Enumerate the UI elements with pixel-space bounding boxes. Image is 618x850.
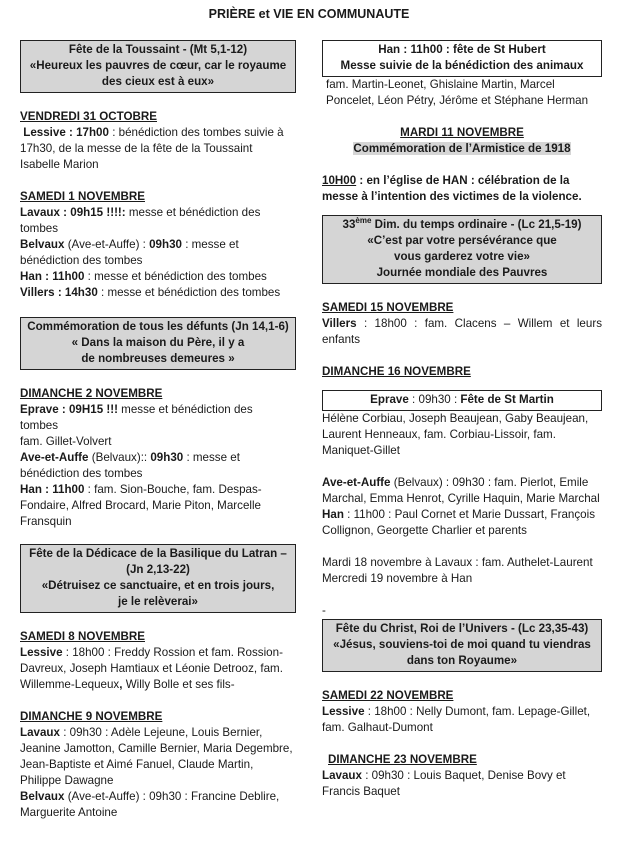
entry-text: tombes bbox=[20, 419, 59, 432]
place-label: Han : 11h00 bbox=[20, 483, 85, 496]
entry-text: Mercredi 19 novembre à Han bbox=[322, 572, 473, 585]
time-label: : 09h30 : bbox=[408, 393, 461, 406]
day-heading: VENDREDI 31 OCTOBRE bbox=[20, 110, 158, 123]
entry-text: messe et bénédiction des bbox=[125, 206, 261, 219]
box-line: Messe suivie de la bénédiction des animaux bbox=[340, 59, 584, 72]
ordinary-time-sunday-box bbox=[322, 215, 602, 284]
entry-text: Isabelle Marion bbox=[20, 158, 99, 171]
entry-text: : 18h00 : Nelly Dumont, fam. Lepage-Gillet, fam. Galhaut-Dumont bbox=[322, 705, 591, 734]
place-label: Villers bbox=[322, 317, 357, 330]
latran-dedication-box bbox=[20, 544, 296, 613]
box-line: dans ton Royaume» bbox=[406, 654, 518, 667]
day-heading: DIMANCHE 9 NOVEMBRE bbox=[20, 710, 163, 723]
entry-text: : 09h30 : Adèle Lejeune, Louis Bernier, Jeanine Jamotton, Camille Bernier, Maria Degembre, Jean-Baptiste et Aimé Fanuel, Claude Martin, Philippe Dawagne bbox=[20, 726, 293, 787]
entry-text: : 18h00 : Freddy Rossion et fam. Rossion-Davreux, Joseph Hamtiaux et Léonie Detrooz, fam. Willemme-Lequeux bbox=[20, 646, 283, 691]
box-line: Dim. du temps ordinaire - (Lc 21,5-19) bbox=[371, 218, 582, 231]
time-label: 10H00 bbox=[322, 174, 357, 187]
entry-text: Willy Bolle et ses fils- bbox=[122, 678, 235, 691]
box-line: «C’est par votre persévérance que bbox=[367, 234, 557, 247]
page-title: PRIÈRE et VIE EN COMMUNAUTE bbox=[208, 7, 410, 21]
place-label: Han bbox=[322, 508, 344, 521]
christ-king-box bbox=[322, 619, 602, 672]
entry-text: (Belvaux):: bbox=[88, 451, 151, 464]
entry-text: messe et bénédiction des bbox=[117, 403, 253, 416]
entry-text: fam. Gillet-Volvert bbox=[20, 435, 112, 448]
place-label: Belvaux bbox=[20, 790, 65, 803]
dash-separator: - bbox=[322, 604, 326, 617]
entry-text: Hélène Corbiau, Joseph Beaujean, Gaby Beaujean, Laurent Henneaux, fam. Corbiau-Lissoir, fam. Maniquet-Gillet bbox=[322, 412, 589, 457]
st-hubert-box bbox=[322, 40, 602, 77]
sunday-9-november-section bbox=[20, 709, 296, 821]
entry-text: : bénédiction des tombes suivie à bbox=[108, 126, 284, 139]
box-line: Journée mondiale des Pauvres bbox=[376, 266, 548, 279]
place-label: Lessive : 17h00 bbox=[23, 126, 109, 139]
place-label: Villers : 14h30 bbox=[20, 286, 98, 299]
place-label: Lavaux : 09h15 !!!!: bbox=[20, 206, 126, 219]
box-line: vous garderez votre vie» bbox=[394, 250, 530, 263]
entry-text: : messe et bbox=[181, 238, 239, 251]
box-line: Fête de la Toussaint - (Mt 5,1-12) bbox=[68, 43, 248, 56]
armistice-commemoration: Commémoration de l’Armistice de 1918 bbox=[353, 142, 571, 155]
toussaint-feast-box bbox=[20, 40, 296, 93]
entry-text: bénédiction des tombes bbox=[20, 467, 143, 480]
friday-31-october-section bbox=[20, 109, 296, 173]
entry-text: fam. Martin-Leonet, Ghislaine Martin, Marcel Poncelet, Léon Pétry, Jérôme et Stéphane Herman bbox=[326, 78, 589, 107]
box-line: Fête de la Dédicace de la Basilique du Latran – bbox=[29, 547, 287, 560]
box-line: Fête du Christ, Roi de l’Univers - (Lc 23,35-43) bbox=[335, 622, 589, 635]
place-label: Eprave : 09H15 !!! bbox=[20, 403, 118, 416]
box-line: «Détruisez ce sanctuaire, et en trois jours, bbox=[41, 579, 275, 592]
entry-text: Mardi 18 novembre à Lavaux : fam. Authelet-Laurent bbox=[322, 556, 593, 569]
day-heading: DIMANCHE 16 NOVEMBRE bbox=[322, 365, 471, 378]
right-column bbox=[322, 40, 602, 800]
box-line: «Jésus, souviens-toi de moi quand tu viendras bbox=[333, 638, 591, 651]
box-line: «Heureux les pauvres de cœur, car le royaume bbox=[29, 59, 287, 72]
place-label: Ave-et-Auffe bbox=[20, 451, 89, 464]
place-label: Lessive bbox=[20, 646, 63, 659]
box-line: Han : 11h00 : fête de St Hubert bbox=[378, 43, 546, 56]
saturday-15-november-section bbox=[322, 300, 602, 348]
feast-label: Fête de St Martin bbox=[460, 393, 554, 406]
entry-text: (Ave-et-Auffe) : 09h30 : Francine Deblire, Marguerite Antoine bbox=[20, 790, 280, 819]
box-line: Commémoration de tous les défunts (Jn 14,1-6) bbox=[27, 320, 289, 333]
entry-text: : messe et bbox=[183, 451, 240, 464]
place-label: Lessive bbox=[322, 705, 365, 718]
entry-text: : 11h00 : Paul Cornet et Marie Dussart, François Collignon, Georgette Charlier et parents bbox=[322, 508, 595, 537]
box-line: de nombreuses demeures » bbox=[81, 352, 235, 365]
entry-text: , bbox=[119, 678, 123, 691]
entry-text: : en l’église de HAN : célébration de la messe à l’intention des victimes de la violence. bbox=[322, 174, 582, 203]
box-line: des cieux est à eux» bbox=[101, 75, 215, 88]
box-line: (Jn 2,13-22) bbox=[126, 563, 190, 576]
place-label: Ave-et-Auffe bbox=[322, 476, 391, 489]
superscript: ème bbox=[355, 216, 372, 226]
box-line: 33 bbox=[342, 218, 356, 231]
tuesday-11-november-section bbox=[322, 125, 602, 157]
box-line: je le relèverai» bbox=[118, 595, 198, 608]
entry-text: : 09h30 : Louis Baquet, Denise Bovy et Francis Baquet bbox=[322, 769, 566, 798]
day-heading: DIMANCHE 23 NOVEMBRE bbox=[328, 753, 477, 766]
sunday-23-november-section bbox=[322, 752, 602, 800]
st-martin-box bbox=[322, 390, 602, 411]
day-heading: MARDI 11 NOVEMBRE bbox=[400, 126, 524, 139]
saturday-22-november-section bbox=[322, 688, 602, 736]
entry-text: (Ave-et-Auffe) : bbox=[64, 238, 150, 251]
day-heading: SAMEDI 15 NOVEMBRE bbox=[322, 301, 454, 314]
day-heading: SAMEDI 8 NOVEMBRE bbox=[20, 630, 145, 643]
entry-text: : 18h00 : fam. Clacens – Willem et leurs enfants bbox=[322, 317, 602, 346]
entry-text: : messe et bénédiction des tombes bbox=[97, 286, 281, 299]
place-label: Eprave bbox=[370, 393, 409, 406]
entry-text: tombes bbox=[20, 222, 59, 235]
day-heading: DIMANCHE 2 NOVEMBRE bbox=[20, 387, 163, 400]
entry-text: (Belvaux) : 09h30 : fam. Pierlot, Emile Marchal, Emma Henrot, Cyrille Haquin, Marie Marchal bbox=[322, 476, 600, 505]
saturday-1-november-section bbox=[20, 189, 296, 301]
entry-text: : messe et bénédiction des tombes bbox=[84, 270, 267, 283]
place-label: Belvaux bbox=[20, 238, 65, 251]
box-line: « Dans la maison du Père, il y a bbox=[71, 336, 245, 349]
time-label: 09h30 bbox=[150, 451, 184, 464]
saturday-8-november-section bbox=[20, 629, 296, 693]
day-heading: SAMEDI 1 NOVEMBRE bbox=[20, 190, 145, 203]
day-heading: SAMEDI 22 NOVEMBRE bbox=[322, 689, 454, 702]
entry-text: bénédiction des tombes bbox=[20, 254, 143, 267]
time-label: 09h30 bbox=[149, 238, 182, 251]
place-label: Lavaux bbox=[20, 726, 60, 739]
place-label: Lavaux bbox=[322, 769, 362, 782]
place-label: Han : 11h00 bbox=[20, 270, 85, 283]
entry-text: : fam. Sion-Bouche, fam. Despas-Fondaire, Alfred Brocard, Marie Piton, Marcelle Fransquin bbox=[20, 483, 262, 528]
all-souls-box bbox=[20, 317, 296, 370]
entry-text: 17h30, de la messe de la fête de la Toussaint bbox=[20, 142, 253, 155]
left-column bbox=[20, 40, 296, 821]
sunday-2-november-section bbox=[20, 386, 296, 530]
